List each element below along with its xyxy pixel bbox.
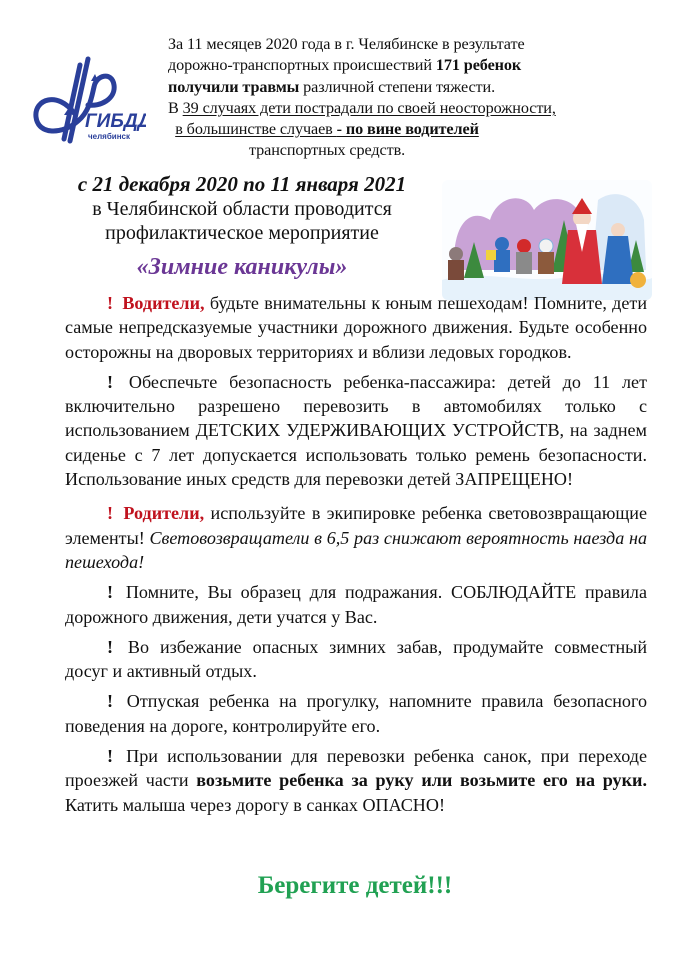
paragraph-child-passenger: ! Обеспечьте безопасность ребенка-пассажира: детей до 11 лет включительно разрешено перевозить в автомобилях только с использованием ДЕТСКИХ УДЕРЖИВАЮЩИХ УСТРОЙСТВ, на заднем сиденье с 7 лет допускается использовать только ремень безопасности. Использование иных средств для перевозки детей ЗАПРЕЩЕНО! <box>65 371 647 490</box>
drivers-lead: Водители, <box>122 293 205 313</box>
sled-bold-advice: возьмите ребенка за руку или возьмите его на руки. <box>196 770 647 791</box>
event-region <box>40 197 444 245</box>
parents-lead: Родители, <box>123 503 205 524</box>
paragraph-drivers: ! Водители, будьте внимательны к юным пешеходам! Помните, дети самые непредсказуемые участники дорожного движения. Будьте особенно осторожны на дворовых территориях и вблизи ледовых городков. <box>65 293 648 362</box>
paragraph-winter-games: ! Во избежание опасных зимних забав, продумайте совместный досуг и активный отдых. <box>65 636 647 682</box>
stats-line-2: дорожно-транспортных происшествий 171 ребенок <box>168 56 522 75</box>
paragraph-sled: ! При использовании для перевозки ребенка санок, при переходе проезжей части возьмите ребенка за руку или возьмите его на руки. Катить малыша через дорогу в санках ОПАСНО! <box>65 746 647 815</box>
exclamation-icon: ! <box>107 582 114 603</box>
stats-line-4: В 39 случаях дети пострадали по своей неосторожности, <box>168 98 556 117</box>
exclamation-icon: ! <box>107 691 114 712</box>
winter-illustration <box>442 180 652 300</box>
svg-text:челябинск: челябинск <box>88 132 130 141</box>
event-dates: с 21 декабря 2020 по 11 января 2021 <box>77 172 407 196</box>
winter-holiday-illustration-icon <box>442 180 652 300</box>
event-title: «Зимние каникулы» <box>136 254 348 280</box>
exclamation-icon: ! <box>107 503 114 524</box>
exclamation-icon: ! <box>107 371 114 392</box>
gibdd-logo-icon <box>28 55 146 145</box>
stats-line-3: получили травмы различной степени тяжести. <box>168 77 496 96</box>
paragraph-parents: ! Родители, используйте в экипировке ребенка световозвращающие элементы! Световозвращатели в 6,5 раз снижают вероятность наезда на пешехода! <box>65 503 648 572</box>
statistics-block <box>168 34 556 162</box>
exclamation-icon: ! <box>107 636 114 657</box>
region-line-1: в Челябинской области проводится <box>92 198 392 220</box>
closing-slogan: Берегите детей!!! <box>257 872 453 899</box>
gibdd-logo <box>28 55 146 145</box>
region-line-2: профилактическое мероприятие <box>105 222 379 244</box>
advice-body <box>65 291 647 817</box>
paragraph-role-model: ! Помните, Вы образец для подражания. СОБЛЮДАЙТЕ правила дорожного движения, дети учатся у Вас. <box>65 582 647 627</box>
stats-line-6: транспортных средств. <box>248 141 406 160</box>
paragraph-walk: ! Отпуская ребенка на прогулку, напомните правила безопасного поведения на дороге, контролируйте его. <box>65 691 647 736</box>
exclamation-icon: ! <box>107 293 114 313</box>
stats-line-5: в большинстве случаев - по вине водителей <box>175 120 479 139</box>
reflector-fact: Световозвращатели в 6,5 раз снижают вероятность наезда на пешехода! <box>65 527 647 572</box>
injured-count: 171 ребенок <box>435 56 522 75</box>
exclamation-icon: ! <box>107 746 114 767</box>
stats-line-1: За 11 месяцев 2020 года в г. Челябинске в результате <box>168 35 525 53</box>
svg-text:ГИБДД: ГИБДД <box>85 111 146 132</box>
